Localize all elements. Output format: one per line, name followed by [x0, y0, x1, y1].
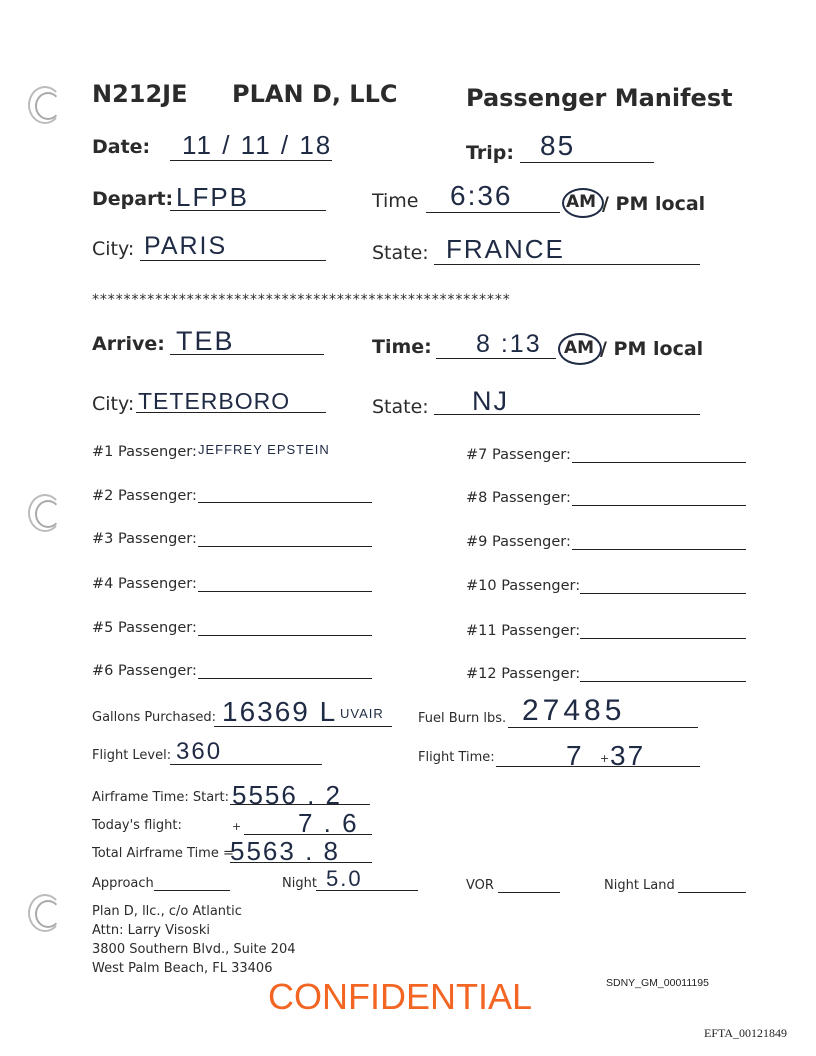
airframe-start-label: Airframe Time: Start: [92, 790, 229, 805]
fuel-burn-value: 27485 [522, 694, 626, 727]
arrive-airport: TEB [176, 326, 235, 356]
trip-label: Trip: [466, 142, 514, 164]
flight-level-value: 360 [176, 738, 223, 765]
gallons-line [214, 726, 392, 727]
passenger-5-label: #5 Passenger: [92, 620, 197, 636]
fuel-burn-line [508, 727, 698, 728]
confidential-stamp: CONFIDENTIAL [268, 976, 533, 1017]
arrive-city-label: City: [92, 393, 135, 415]
separator: ***************************************************** [92, 292, 511, 308]
arrive-time-value: 8 :13 [476, 330, 542, 358]
trip-value: 85 [540, 130, 576, 161]
depart-time-value: 6:36 [450, 180, 513, 211]
total-airframe-line [230, 862, 372, 863]
address-line-2: Attn: Larry Visoski [92, 923, 210, 938]
passenger-7-line [572, 462, 746, 463]
company-name: PLAN D, LLC [232, 80, 398, 108]
bates-number: SDNY_GM_00011195 [606, 977, 709, 989]
depart-time-label: Time [372, 190, 419, 212]
flight-time-plus: + [600, 752, 610, 765]
flight-time-minutes: 37 [610, 740, 646, 771]
vor-label: VOR [466, 878, 494, 893]
depart-line [170, 210, 326, 211]
night-land-line [678, 892, 746, 893]
depart-pm-label: / PM local [602, 193, 706, 215]
todays-flight-label: Today's flight: [92, 818, 182, 833]
passenger-2-label: #2 Passenger: [92, 488, 197, 504]
passenger-4-label: #4 Passenger: [92, 576, 197, 592]
flight-time-hours: 7 [566, 740, 584, 771]
flight-time-label: Flight Time: [418, 750, 495, 765]
arrive-state-line [434, 414, 700, 415]
passenger-11-line [580, 638, 746, 639]
address-line-4: West Palm Beach, FL 33406 [92, 961, 273, 976]
arrive-pm-label: / PM local [600, 338, 704, 360]
passenger-2-line [198, 502, 372, 503]
efta-number: EFTA_00121849 [704, 1026, 788, 1040]
depart-city-line [140, 260, 326, 261]
depart-city-value: PARIS [144, 232, 228, 260]
depart-label: Depart: [92, 188, 174, 210]
flight-level-line [170, 764, 322, 765]
tail-number: N212JE [92, 80, 188, 108]
trip-line [520, 162, 654, 163]
gallons-vendor: UVAIR [340, 706, 384, 721]
flight-time-line [496, 766, 700, 767]
arrive-time-label: Time: [372, 336, 432, 358]
night-label: Night [282, 876, 317, 891]
arrive-line [170, 354, 324, 355]
passenger-9-label: #9 Passenger: [466, 534, 571, 550]
todays-flight-value: 7 . 6 [298, 808, 359, 838]
depart-state-line [434, 264, 700, 265]
passenger-1-label: #1 Passenger: [92, 444, 197, 460]
night-land-label: Night Land [604, 878, 675, 893]
passenger-3-label: #3 Passenger: [92, 531, 197, 547]
arrive-city-value: TETERBORO [138, 388, 291, 414]
total-airframe-value: 5563 . 8 [230, 836, 340, 866]
passenger-5-line [198, 635, 372, 636]
passenger-10-line [580, 593, 746, 594]
page-title: Passenger Manifest [466, 84, 733, 112]
total-airframe-label: Total Airframe Time = [92, 846, 234, 861]
arrive-state-label: State: [372, 396, 429, 418]
depart-city-label: City: [92, 238, 135, 260]
night-line [316, 890, 418, 891]
passenger-11-label: #11 Passenger: [466, 623, 581, 639]
passenger-9-line [572, 549, 746, 550]
airframe-start-value: 5556 . 2 [232, 780, 342, 810]
depart-state-value: FRANCE [446, 234, 565, 264]
airframe-start-line [230, 804, 370, 805]
passenger-4-line [198, 591, 372, 592]
approach-label: Approach [92, 876, 154, 891]
passenger-1-name: JEFFREY EPSTEIN [198, 442, 330, 457]
todays-flight-plus: + [232, 820, 242, 833]
date-label: Date: [92, 136, 151, 158]
arrive-time-line [436, 358, 556, 359]
address-line-3: 3800 Southern Blvd., Suite 204 [92, 942, 296, 957]
passenger-10-label: #10 Passenger: [466, 578, 581, 594]
arrive-am-label: AM [564, 338, 595, 358]
passenger-3-line [198, 546, 372, 547]
depart-airport: LFPB [176, 182, 250, 212]
depart-state-label: State: [372, 242, 429, 264]
passenger-6-label: #6 Passenger: [92, 663, 197, 679]
address-line-1: Plan D, llc., c/o Atlantic [92, 904, 242, 919]
arrive-state-value: NJ [472, 386, 509, 416]
approach-line [154, 890, 230, 891]
night-value: 5.0 [326, 866, 363, 891]
passenger-7-label: #7 Passenger: [466, 447, 571, 463]
depart-time-line [426, 212, 560, 213]
passenger-6-line [198, 678, 372, 679]
arrive-label: Arrive: [92, 333, 165, 355]
vor-line [498, 892, 560, 893]
punch-hole-middle [28, 494, 62, 532]
depart-am-label: AM [566, 192, 597, 212]
fuel-burn-label: Fuel Burn lbs. [418, 711, 507, 726]
arrive-city-line [136, 412, 326, 413]
date-value: 11 / 11 / 18 [182, 130, 333, 160]
passenger-12-line [580, 681, 746, 682]
gallons-value: 16369 L [222, 696, 338, 727]
date-line [170, 160, 332, 161]
flight-level-label: Flight Level: [92, 748, 172, 763]
gallons-label: Gallons Purchased: [92, 710, 217, 725]
passenger-12-label: #12 Passenger: [466, 666, 581, 682]
todays-flight-line [244, 834, 372, 835]
passenger-8-line [572, 505, 746, 506]
passenger-8-label: #8 Passenger: [466, 490, 571, 506]
punch-hole-bottom [28, 894, 62, 932]
punch-hole-top [28, 86, 62, 124]
